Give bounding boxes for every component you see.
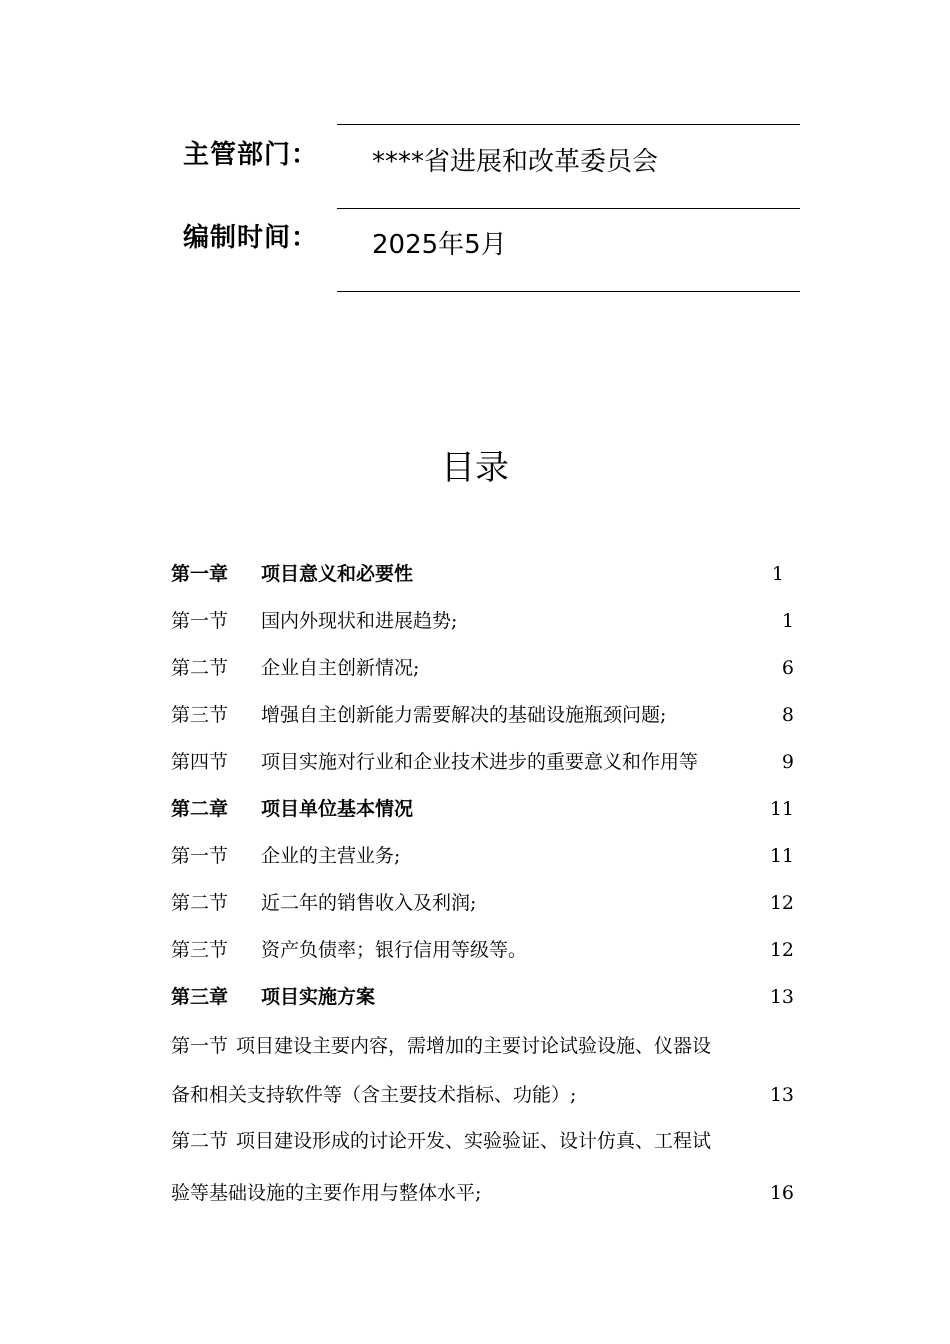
toc-entry-title-line2: 备和相关支持软件等（含主要技术指标、功能）; [171, 1084, 577, 1106]
toc-entry-title-line2: 验等基础设施的主要作用与整体水平; [171, 1182, 482, 1204]
toc-entry-page: 6 [781, 657, 794, 679]
toc-entry-title: 项目实施对行业和企业技术进步的重要意义和作用等 [261, 751, 699, 773]
toc-entry-page: 8 [781, 704, 794, 726]
toc-entry-label: 第一章 [171, 563, 229, 585]
toc-entry-page: 1 [781, 610, 794, 632]
toc-entry-title: 国内外现状和进展趋势; [261, 610, 458, 632]
divider-middle [337, 208, 800, 209]
toc-entry-section[interactable] [171, 605, 794, 637]
toc-entry-page: 11 [769, 845, 794, 867]
date-value: 2025年5月 [372, 230, 507, 260]
toc-entry-label: 第一节 [171, 610, 229, 632]
toc-entry-section[interactable] [171, 699, 794, 731]
divider-bottom [337, 291, 800, 292]
toc-entry-title-line1: 项目建设形成的讨论开发、实验验证、设计仿真、工程试 [236, 1130, 712, 1152]
toc-entry-page: 13 [769, 1084, 794, 1106]
toc-entry-label: 第三章 [171, 986, 229, 1008]
toc-entry-section[interactable] [171, 934, 794, 966]
toc-entry-page: 1 [771, 563, 784, 585]
toc-entry-page: 11 [769, 798, 794, 820]
toc-entry-title: 项目实施方案 [261, 986, 376, 1008]
toc-entry-section[interactable] [171, 887, 794, 919]
toc-entry-title: 企业的主营业务; [261, 845, 401, 867]
toc-entry-title-line1: 项目建设主要内容，需增加的主要讨论试验设施、仪器设 [236, 1035, 712, 1057]
toc-entry-section[interactable] [171, 652, 794, 684]
divider-top [337, 124, 800, 125]
toc-entry-chapter-1[interactable] [171, 558, 794, 590]
toc-entry-page: 16 [769, 1182, 794, 1204]
toc-entry-section-wrapped[interactable] [171, 1030, 711, 1062]
toc-entry-chapter-3[interactable] [171, 981, 794, 1013]
toc-entry-label: 第一节 [171, 1035, 229, 1057]
toc-entry-label: 第二节 [171, 892, 229, 914]
toc-entry-label: 第二节 [171, 1130, 229, 1152]
toc-entry-title: 项目单位基本情况 [261, 798, 414, 820]
toc-entry-title: 企业自主创新情况; [261, 657, 420, 679]
toc-entry-section-wrapped[interactable] [171, 1125, 711, 1157]
toc-entry-label: 第二节 [171, 657, 229, 679]
toc-entry-title: 近二年的销售收入及利润; [261, 892, 477, 914]
toc-title: 目录 [441, 448, 509, 488]
toc-entry-chapter-2[interactable] [171, 793, 794, 825]
toc-entry-title: 资产负债率；银行信用等级等。 [261, 939, 528, 961]
toc-entry-title: 增强自主创新能力需要解决的基础设施瓶颈问题; [261, 704, 667, 726]
toc-entry-page: 9 [781, 751, 794, 773]
toc-entry-section[interactable] [171, 746, 794, 778]
toc-entry-page: 12 [769, 939, 794, 961]
toc-entry-label: 第三节 [171, 704, 229, 726]
toc-entry-page: 12 [769, 892, 794, 914]
department-label: 主管部门： [183, 140, 319, 170]
date-label: 编制时间： [183, 223, 319, 253]
toc-entry-label: 第三节 [171, 939, 229, 961]
toc-entry-label: 第二章 [171, 798, 229, 820]
toc-entry-label: 第四节 [171, 751, 229, 773]
department-value: ****省进展和改革委员会 [372, 147, 659, 177]
toc-entry-page: 13 [769, 986, 794, 1008]
toc-entry-section[interactable] [171, 840, 794, 872]
toc-entry-title: 项目意义和必要性 [261, 563, 414, 585]
toc-entry-label: 第一节 [171, 845, 229, 867]
